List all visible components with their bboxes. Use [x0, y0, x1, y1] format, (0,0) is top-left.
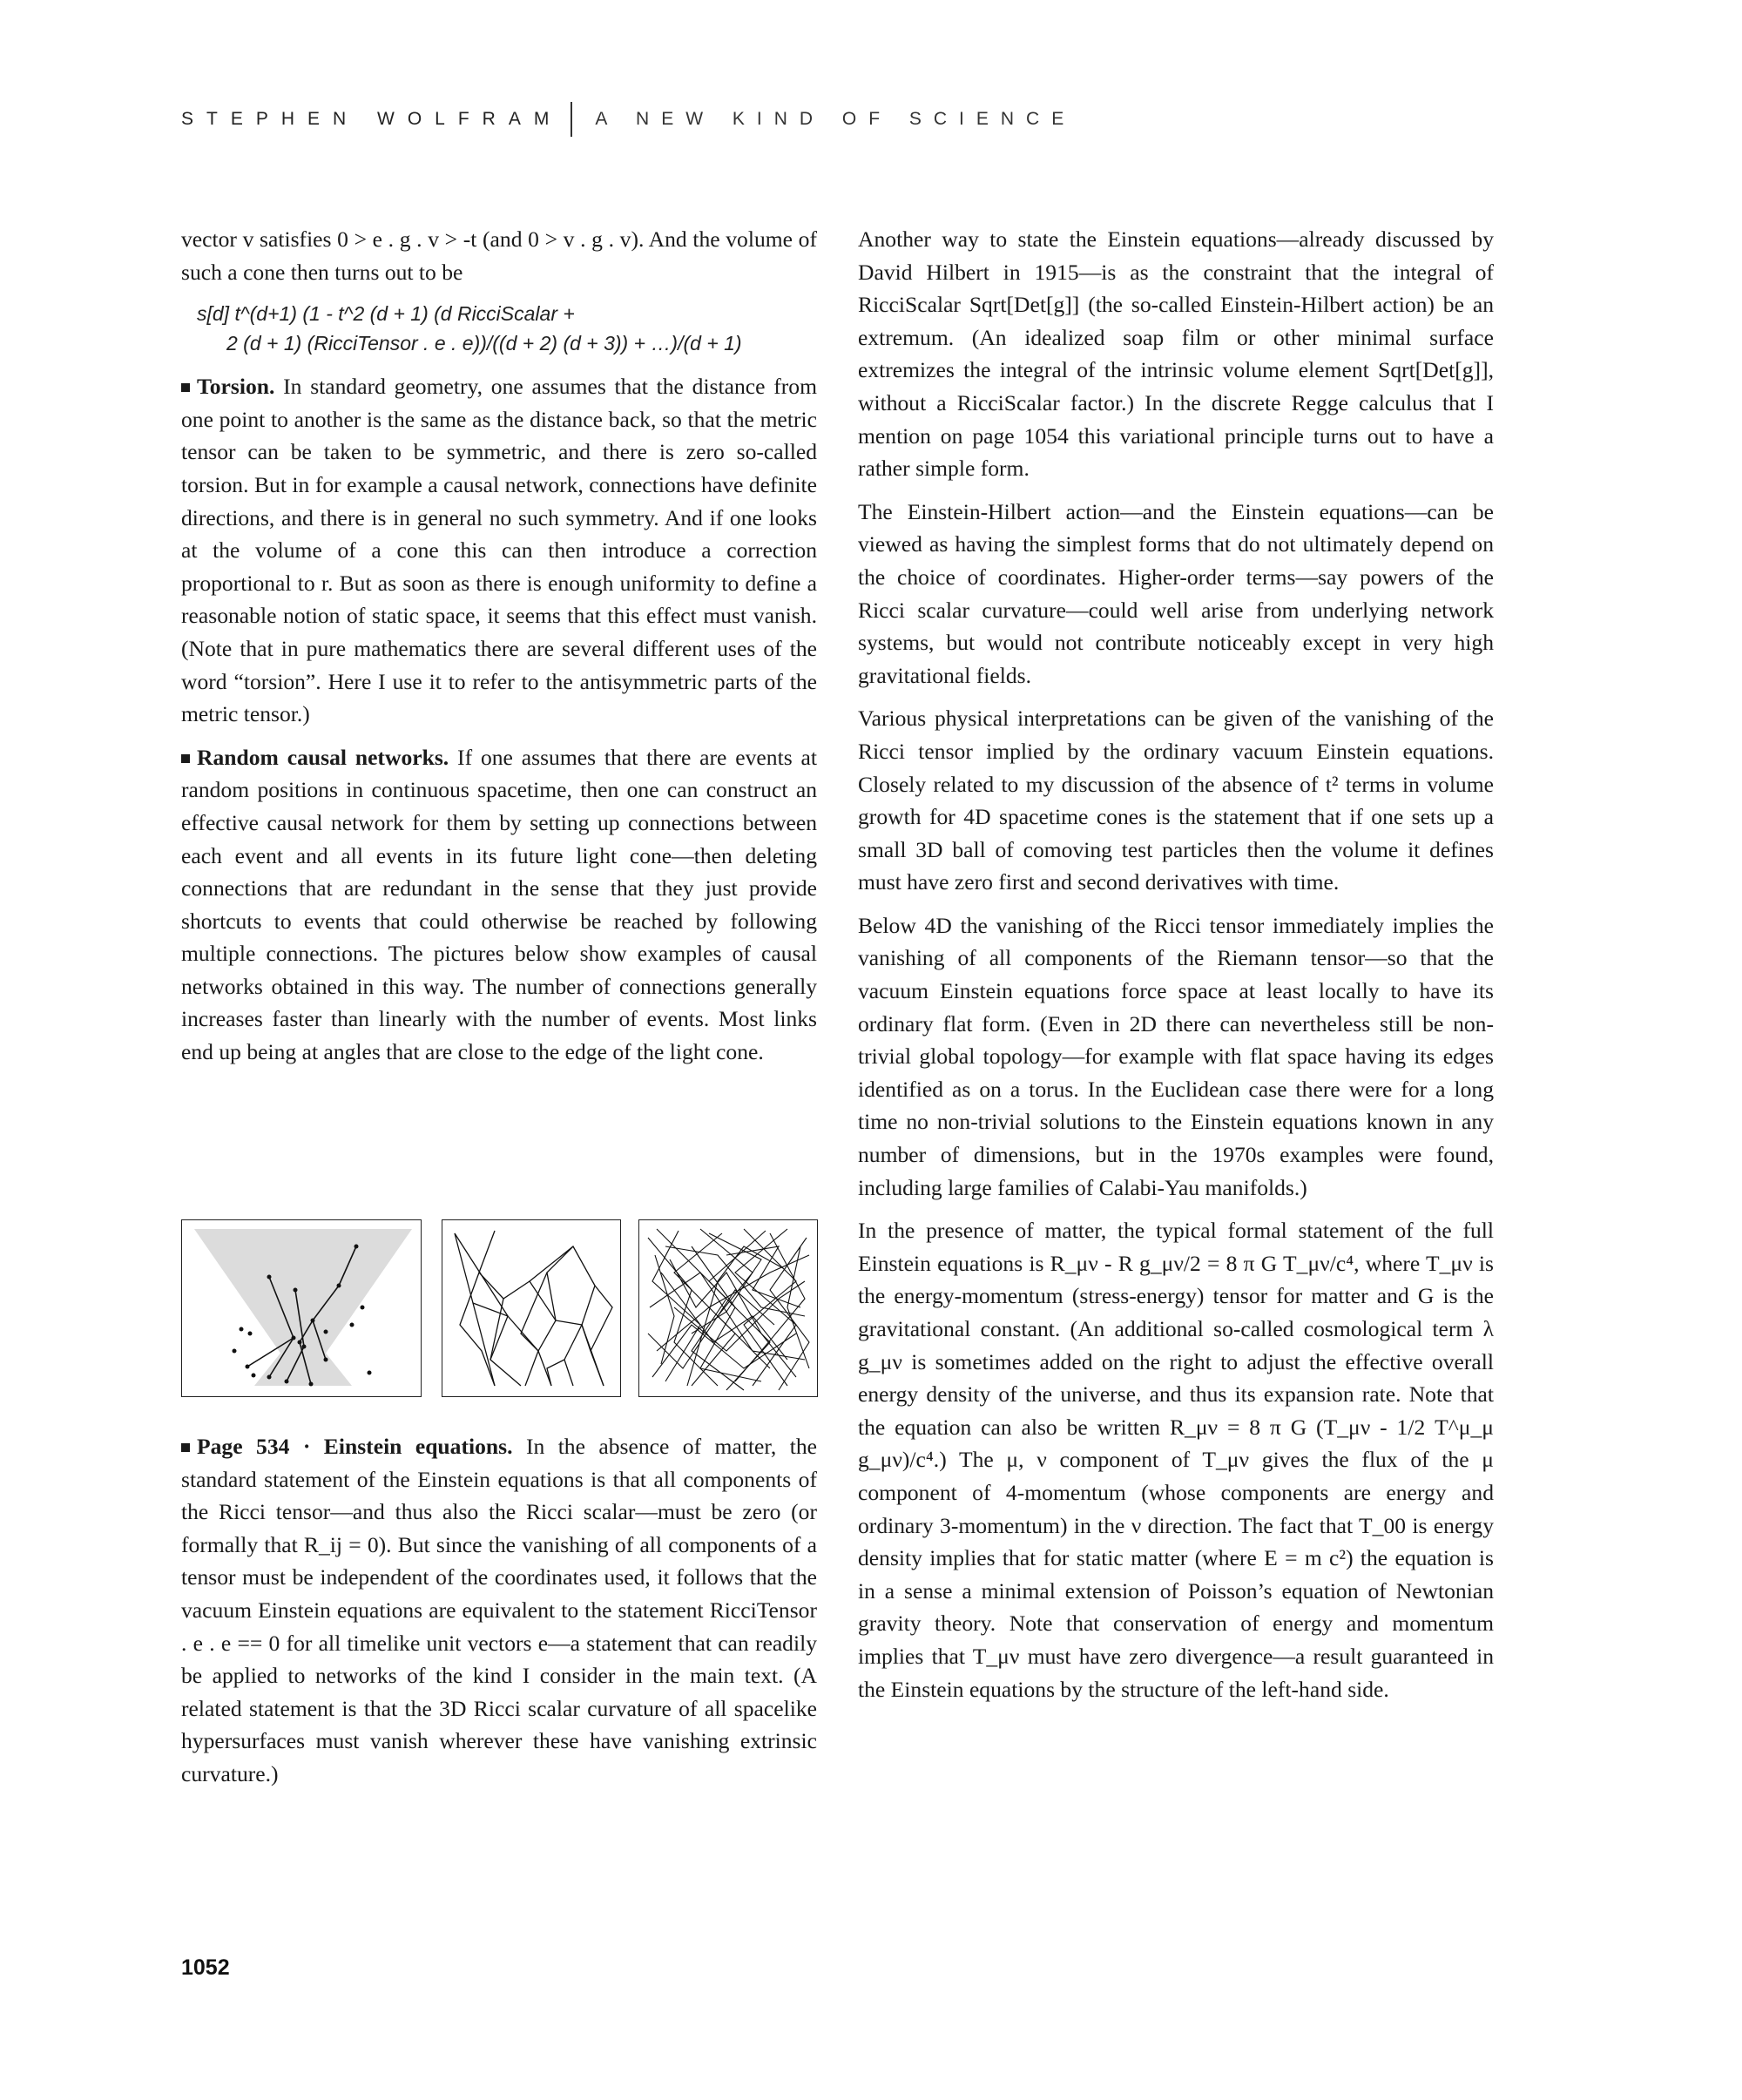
- physical-interpretations-paragraph: Various physical interpretations can be given of the vanishing of the Ricci tensor implied by the ordinary vacuum Einstein equations. Closely related to my discussion of the absence of t² terms in volume growth for 4D spacetime cones is the statement that if one sets up a small 3D ball of comoving test particles then the volume it defines must have zero first and second derivatives with time.: [858, 706, 1494, 895]
- torsion-heading: Torsion.: [197, 374, 275, 400]
- light-cone-network-figure: [181, 1219, 422, 1397]
- light-cone-network-graphic: [182, 1220, 421, 1396]
- dense-causal-network-graphic: [639, 1220, 817, 1396]
- hilbert-action-paragraph: Another way to state the Einstein equations—already discussed by David Hilbert in 1915—is as the constraint that the integral of RicciScalar Sqrt[Det[g]] (the so-called Einstein-Hilbert action) be an extremum. (An idealized soap film or other minimal surface extremizes the integral of the intrinsic volume element Sqrt[Det[g]], without a RicciScalar factor.) In the discrete Regge calculus that I mention on page 1054 this variational principle turns out to have a rather simple form.: [858, 226, 1494, 482]
- cone-volume-intro: vector v satisfies 0 > e . g . v > -t (and 0 > v . g . v). And the volume of such a cone then turns out to be: [181, 226, 817, 285]
- einstein-equations-paragraph: [181, 1430, 817, 1791]
- presence-of-matter-paragraph: In the presence of matter, the typical formal statement of the full Einstein equations is R_μν - R g_μν/2 = 8 π G T_μν/c⁴, where T_μν is the energy-momentum (stress-energy) tensor for matter and G is the gravitational constant. (An additional so-called cosmological term λ g_μν is sometimes added on the right to adjust the effective overall energy density of the universe, and thus its expansion rate. Note that the equation can also be written R_μν = 8 π G (T_μν - 1/2 T^μ_μ g_μν)/c⁴.) The μ, ν component of T_μν gives the flux of the μ component of 4-momentum (whose components are energy and ordinary 3-momentum) in the ν direction. The fact that T_00 is energy density implies that for static matter (where E = m c²) the equation is in a sense a minimal extension of Poisson’s equation of Newtonian gravity theory. Note that conservation of energy and momentum implies that T_μν must have zero divergence—a result guaranteed in the Einstein equations by the structure of the left-hand side.: [858, 1218, 1494, 1702]
- random-causal-networks-heading: Random causal networks.: [197, 744, 449, 770]
- causal-network-figures: [181, 1219, 817, 1397]
- header-separator: [571, 102, 572, 137]
- bullet-square-icon: [181, 754, 190, 763]
- bullet-square-icon: [181, 383, 190, 392]
- running-head: [181, 98, 1076, 141]
- header-author: STEPHEN WOLFRAM: [181, 109, 563, 129]
- header-book-title: A NEW KIND OF SCIENCE: [595, 109, 1077, 129]
- dense-causal-network-figure: [638, 1219, 818, 1397]
- simplest-forms-paragraph: The Einstein-Hilbert action—and the Einstein equations—can be viewed as having the simplest forms that do not ultimately depend on the choice of coordinates. Higher-order terms—say powers of the Ricci scalar curvature—could well arise from underlying network systems, but would not contribute noticeably except in very high gravitational fields.: [858, 498, 1494, 688]
- right-column: [858, 223, 1494, 1716]
- formula-line-2: 2 (d + 1) (RicciTensor . e . e))/((d + 2) (d + 3)) + …)/(d + 1): [226, 332, 742, 355]
- random-causal-networks-paragraph: [181, 741, 817, 1069]
- bullet-square-icon: [181, 1443, 190, 1452]
- page-number: 1052: [181, 1955, 230, 1980]
- sparse-causal-network-figure: [442, 1219, 621, 1397]
- formula-line-1: s[d] t^(d+1) (1 - t^2 (d + 1) (d RicciScalar +: [197, 302, 575, 326]
- cone-volume-formula: [197, 299, 817, 358]
- sparse-causal-network-graphic: [442, 1220, 620, 1396]
- einstein-equations-heading: Page 534 · Einstein equations.: [197, 1434, 513, 1459]
- left-column: [181, 223, 817, 1079]
- random-causal-networks-text: If one assumes that there are events at random positions in continuous spacetime, then one can construct an effective causal network for them by setting up connections between each event and all events in its future light cone—then deleting connections that are redundant in the sense that they just provide shortcuts to events that could otherwise be reached by following multiple connections. The pictures below show examples of causal networks obtained in this way. The number of connections generally increases faster than linearly with the number of events. Most links end up being at angles that are close to the edge of the light cone.: [181, 744, 817, 1065]
- torsion-text: In standard geometry, one assumes that the distance from one point to another is the same as the distance back, so that the metric tensor can be taken to be symmetric, and there is zero so-called torsion. But in for example a causal network, connections have definite directions, and there is in general no such symmetry. And if one looks at the volume of a cone this can then introduce a correction proportional to r. But as soon as there is enough uniformity to define a reasonable notion of static space, it seems that this effect must vanish. (Note that in pure mathematics there are several different uses of the word “torsion”. Here I use it to refer to the antisymmetric parts of the metric tensor.): [181, 374, 817, 727]
- einstein-equations-text: In the absence of matter, the standard statement of the Einstein equations is that all components of the Ricci tensor—and thus also the Ricci scalar—must be zero (or formally that R_ij = 0). But since the vanishing of all components of a tensor must be independent of the coordinates used, it follows that the vacuum Einstein equations are equivalent to the statement RicciTensor . e . e == 0 for all timelike unit vectors e—a statement that can readily be applied to networks of the kind I consider in the main text. (A related statement is that the 3D Ricci scalar curvature of all spacelike hypersurfaces must vanish wherever these have vanishing extrinsic curvature.): [181, 1434, 818, 1786]
- below-4d-paragraph: Below 4D the vanishing of the Ricci tensor immediately implies the vanishing of all components of the Riemann tensor—so that the vacuum Einstein equations force space at least locally to have its ordinary flat form. (Even in 2D there can nevertheless still be non-trivial global topology—for example with flat space having its edges identified as on a torus. In the Euclidean case there were for a long time no non-trivial solutions to the Einstein equations known in any number of dimensions, but in the 1970s examples were found, including large families of Calabi-Yau manifolds.): [858, 912, 1494, 1200]
- left-column-lower: [181, 1430, 817, 1801]
- torsion-paragraph: [181, 370, 817, 731]
